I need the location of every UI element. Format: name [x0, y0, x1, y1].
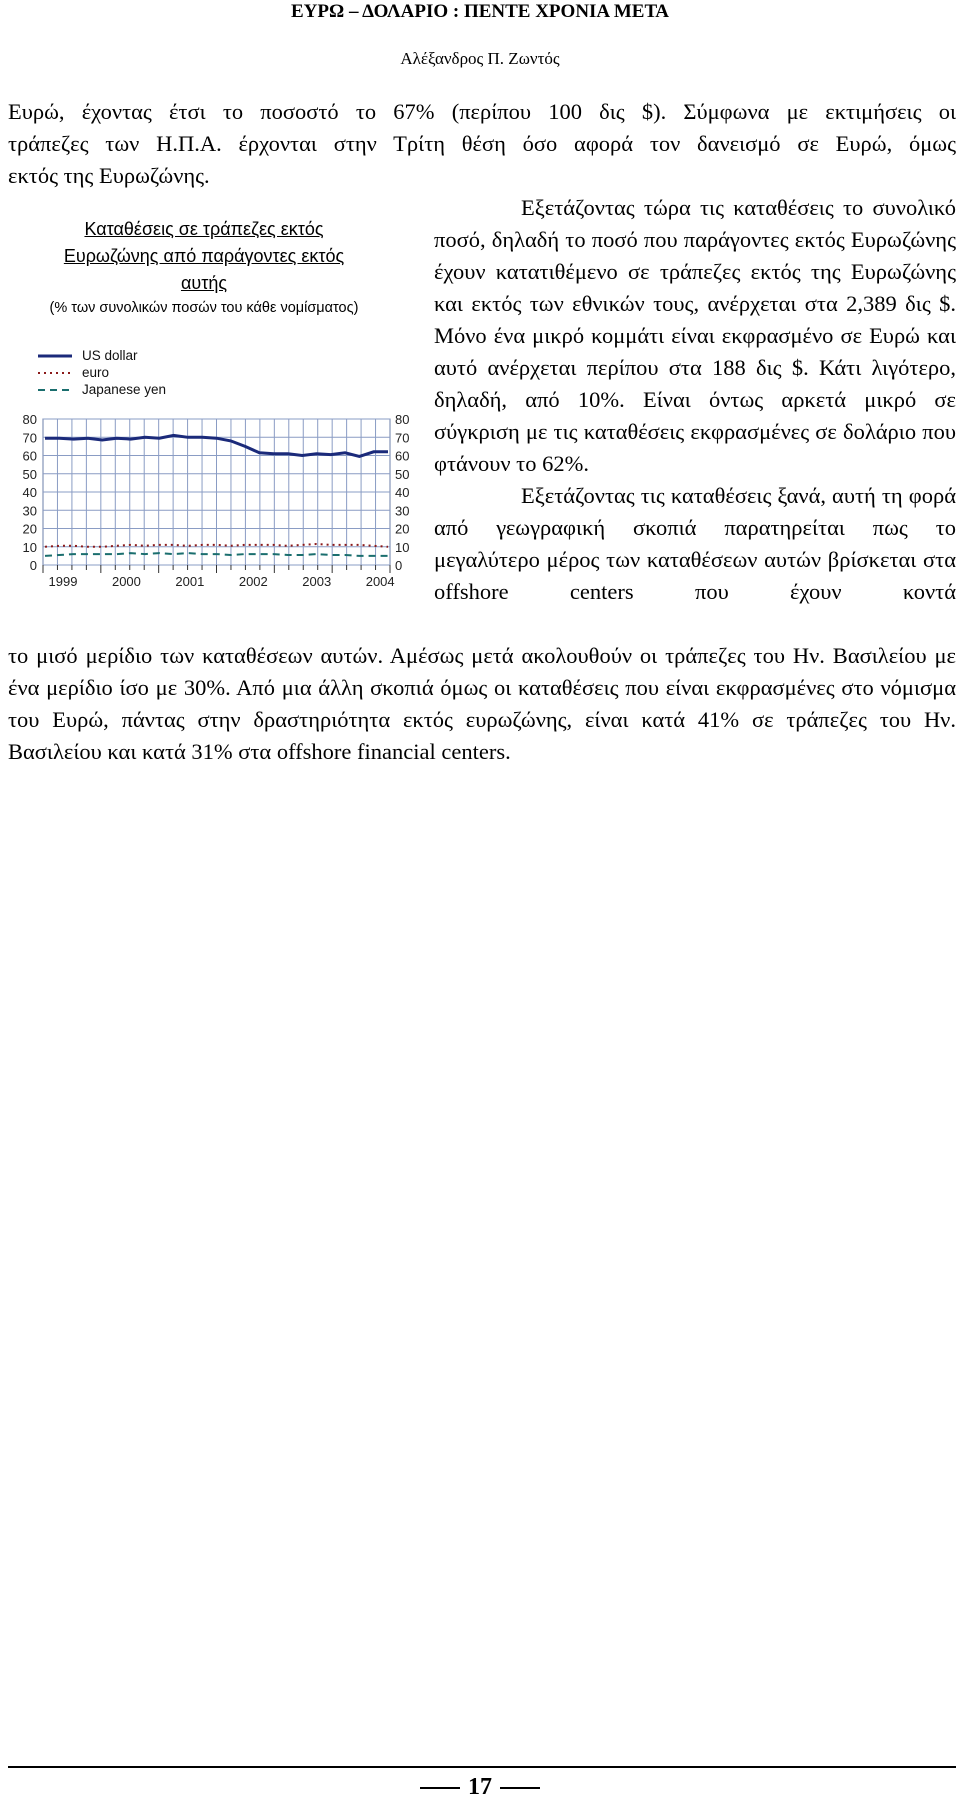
chart-x-tick-label: 2002 [238, 574, 268, 589]
document-author: Αλέξανδρος Π. Ζωντός [400, 49, 560, 68]
chart-subtitle: (% των συνολικών ποσών του κάθε νομίσματος) [49, 300, 359, 316]
page-number-value: 17 [468, 1774, 492, 1800]
paragraph-line: τράπεζες των Η.Π.Α. έρχονται στην Τρίτη θέση όσο αφορά τον δανεισμό σε Ευρώ, όμως [8, 131, 956, 156]
chart-y-tick-label-left: 30 [22, 503, 37, 519]
chart-title-line: Ευρωζώνης από παράγοντες εκτός [63, 246, 345, 266]
chart-y-tick-label-right: 20 [395, 521, 410, 537]
deposits-chart [8, 216, 410, 596]
paragraph-line: Ευρώ, έχοντας έτσι το ποσοστό το 67% (περίπου 100 δις $). Σύμφωνα με εκτιμήσεις οι [8, 99, 956, 124]
paragraph-top [8, 96, 956, 192]
chart-y-tick-label-right: 80 [395, 412, 410, 427]
chart-y-tick-label-left: 60 [22, 448, 37, 464]
page-number-dash-right [500, 1787, 540, 1789]
chart-y-tick-label-right: 30 [395, 503, 410, 519]
chart-x-tick-label: 2003 [302, 574, 332, 589]
chart-y-tick-label-left: 20 [22, 521, 37, 537]
chart-y-tick-label-right: 10 [395, 539, 410, 555]
chart-legend-label: euro [82, 365, 110, 380]
chart-legend-label: Japanese yen [82, 382, 167, 397]
chart-plot [8, 216, 410, 596]
chart-title-line: αυτής [180, 273, 228, 293]
paragraph-line: εκτός της Ευρωζώνης. [8, 163, 210, 188]
chart-y-tick-label-right: 40 [395, 485, 410, 500]
chart-y-tick-label-left: 50 [22, 466, 37, 482]
document-header-title: ΕΥΡΩ – ΔΟΛΑΡΙΟ : ΠΕΝΤΕ ΧΡΟΝΙΑ ΜΕΤΑ [290, 1, 670, 22]
chart-y-tick-label-left: 10 [22, 539, 37, 555]
paragraph-deposits-total: Εξετάζοντας τώρα τις καταθέσεις το συνολικό ποσό, δηλαδή το ποσό που παράγοντες εκτός Ευρωζώνης έχουν κατατιθέμενο σε τράπεζες εκτός της Ευρωζώνης και εκτός των εθνικών τους, ανέρχεται στα 2,389 δις $. Μόνο ένα μικρό κομμάτι είναι εκφρασμένο σε Ευρώ και αυτό ανέρχεται περίπου στα 188 δις $. Κάτι λιγότερο, δηλαδή, από 10%. Είναι όντως αρκετά μικρό σε σύγκριση με τις καταθέσεις εκφρασμένες σε δολάριο που φτάνουν το 62%. [434, 195, 956, 476]
chart-y-tick-label-left: 0 [29, 558, 37, 573]
chart-y-tick-label-right: 0 [395, 558, 403, 573]
chart-y-tick-label-right: 50 [395, 466, 410, 482]
paragraph-right [434, 192, 956, 608]
chart-y-tick-label-left: 80 [22, 412, 37, 427]
page-number [0, 1773, 960, 1801]
chart-title-line: Καταθέσεις σε τράπεζες εκτός [84, 219, 324, 239]
chart-x-tick-label: 2001 [175, 574, 205, 589]
chart-y-tick-label-left: 70 [22, 430, 37, 446]
chart-x-tick-label: 2004 [365, 574, 395, 589]
chart-y-tick-label-left: 40 [22, 485, 37, 500]
chart-y-tick-label-right: 70 [395, 430, 410, 446]
paragraph-bottom: το μισό μερίδιο των καταθέσεων αυτών. Αμέσως μετά ακολουθούν οι τράπεζες του Ην. Βασιλείου με ένα μερίδιο ίσο με 30%. Από μια άλλη σκοπιά όμως οι καταθέσεις που είναι εκφρασμένες στο νόμισμα του Ευρώ, πάντας στην δραστηριότητα εκτός ευρωζώνης, είναι κατά 41% σε τράπεζες του Ην. Βασιλείου και κατά 31% στα offshore financial centers. [8, 643, 956, 764]
chart-x-tick-label: 2000 [111, 574, 141, 589]
chart-x-tick-label: 1999 [48, 574, 78, 589]
page-number-dash-left [420, 1787, 460, 1789]
chart-y-tick-label-right: 60 [395, 448, 410, 464]
paragraph-deposits-geo: Εξετάζοντας τις καταθέσεις ξανά, αυτή τη φορά από γεωγραφική σκοπιά παρατηρείται πως το μεγαλύτερο μέρος των καταθέσεων αυτών βρίσκεται στα offshore centers που έχουν κοντά [434, 483, 956, 604]
footer-rule [8, 1766, 956, 1768]
chart-legend-label: US dollar [82, 348, 138, 363]
